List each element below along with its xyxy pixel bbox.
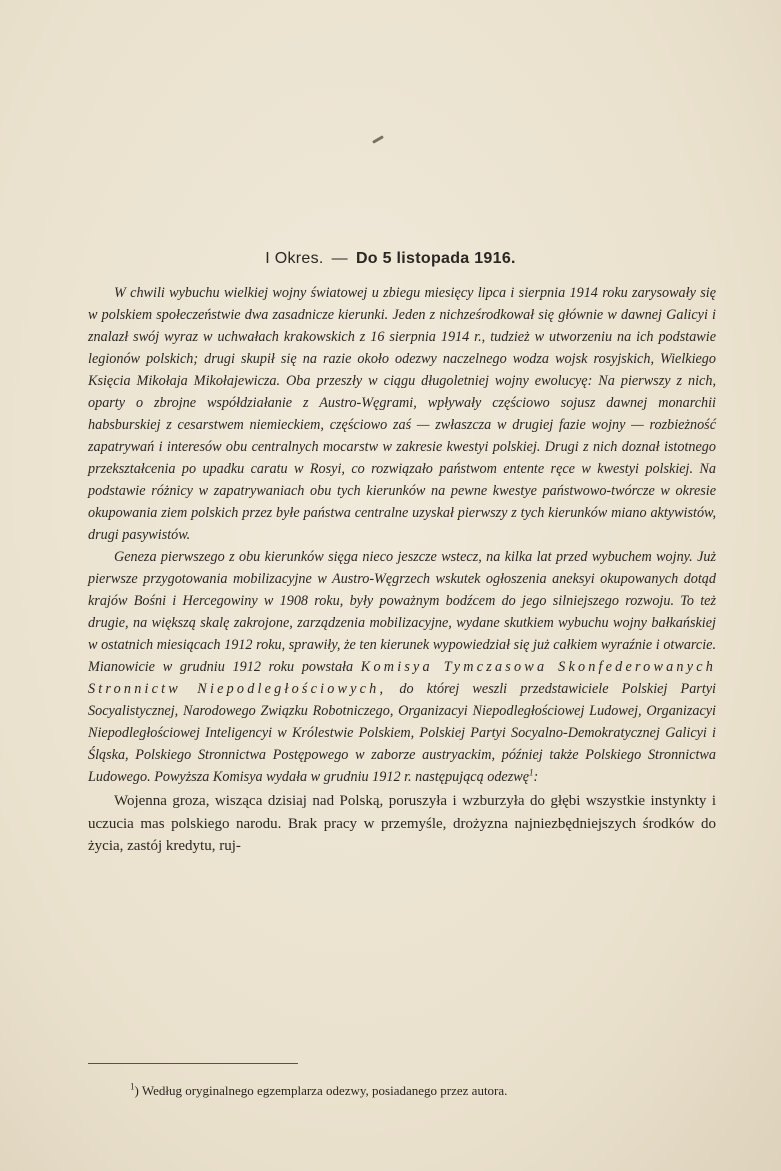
heading-dash: — (331, 250, 348, 267)
commission-name: Komisya Tymczasowa Skonfederowanych Stronnictw Niepodległościowych, (88, 659, 716, 697)
footnote-ref: 1 (529, 767, 534, 778)
body-text (88, 282, 716, 858)
paragraph-2-end: : (533, 769, 539, 785)
section-heading (0, 250, 781, 268)
ink-mark (372, 135, 384, 144)
paragraph-2-start: Geneza pierwszego z obu kierunków sięga nieco jeszcze wstecz, na kilka lat przed wybuchem wojny. Już pierwsze przygotowania mobilizacyjne w Austro-Węgrzech wskutek ogłoszenia aneksyi okupowanych dotąd krajów Bośni i Hercegowiny w 1908 roku, były poważnym bodźcem do jego silniejszego rozwoju. To też drugie, na większą skalę zakrojone, zarządzenia mobilizacyjne, wydane skutkiem wybuchu wojny bałkańskiej w ostatnich miesiącach 1912 roku, sprawiły, że ten kierunek wypowiedział się już całkiem wyraźnie i otwarcie. Mianowicie w grudniu 1912 roku powstała (88, 549, 716, 675)
heading-title: Do 5 listopada 1916. (355, 250, 516, 267)
paragraph-1: W chwili wybuchu wielkiej wojny światowej u zbiegu miesięcy lipca i sierpnia 1914 roku zarysowały się w polskiem społeczeństwie dwa zasadnicze kierunki. Jeden z nichześrodkował się głównie w dawnej Galicyi i znalazł swój wyraz w uchwałach krakowskich z 16 sierpnia 1914 r., tudzież w utworzeniu na ich podstawie legionów polskich; drugi skupił się na razie około odezwy naczelnego wodza wojsk rosyjskich, Wielkiego Księcia Mikołaja Mikołajewicza. Oba przeszły w ciągu długoletniej wojny ewolucyę: Na pierwszy z nich, oparty o zbrojne współdziałanie z Austro-Węgrami, wpływały częściowo sojusz dawnej monarchii habsburskiej z cesarstwem niemieckiem, częściowo zaś — zwłaszcza w drugiej fazie wojny — rozbieżność zapatrywań i interesów obu centralnych mocarstw w zakresie kwestyi polskiej. Drugi z nich doznał istotnego przekształcenia po upadku caratu w Rosyi, co rozwiązało państwom entente ręce w kwestyi polskiej. Na podstawie różnicy w zapatrywaniach obu tych kierunków na pewne kwestye państwowo-twórcze w okresie okupowania ziem polskich przez byłe państwa centralne uzyskał pierwszy z tych kierunków miano aktywistów, drugi pasywistów. (88, 285, 716, 543)
footnote-text: ) Według oryginalnego egzemplarza odezwy, posiadanego przez autora. (134, 1083, 508, 1098)
italic-block (88, 282, 716, 788)
footnote-number: 1 (130, 1081, 135, 1092)
paragraph-2-rest: do której weszli przedstawiciele Polskiej Partyi Socyalistycznej, Narodowego Związku Robotniczego, Organizacyi Niepodległościowej Ludowej, Organizacyi Niepodległościowej Inteligencyi w Królestwie Polskiem, Polskiej Partyi Socyalno-Demokratycznej Galicyi i Śląska, Polskiego Stronnictwa Postępowego w zaborze austryackim, później także Polskiego Stronnictwa Ludowego. Powyższa Komisya wydała w grudniu 1912 r. następującą odezwę (88, 681, 716, 785)
paragraph-2 (88, 546, 716, 788)
footnote-divider (88, 1063, 298, 1064)
heading-part: I Okres. (265, 250, 324, 267)
paragraph-3: Wojenna groza, wisząca dzisiaj nad Polską, poruszyła i wzburzyła do głębi wszystkie instynkty i uczucia mas polskiego narodu. Brak pracy w przemyśle, drożyzna najniezbędniejszych środków do życia, zastój kredytu, ruj- (88, 793, 716, 854)
footnote (130, 1082, 730, 1100)
